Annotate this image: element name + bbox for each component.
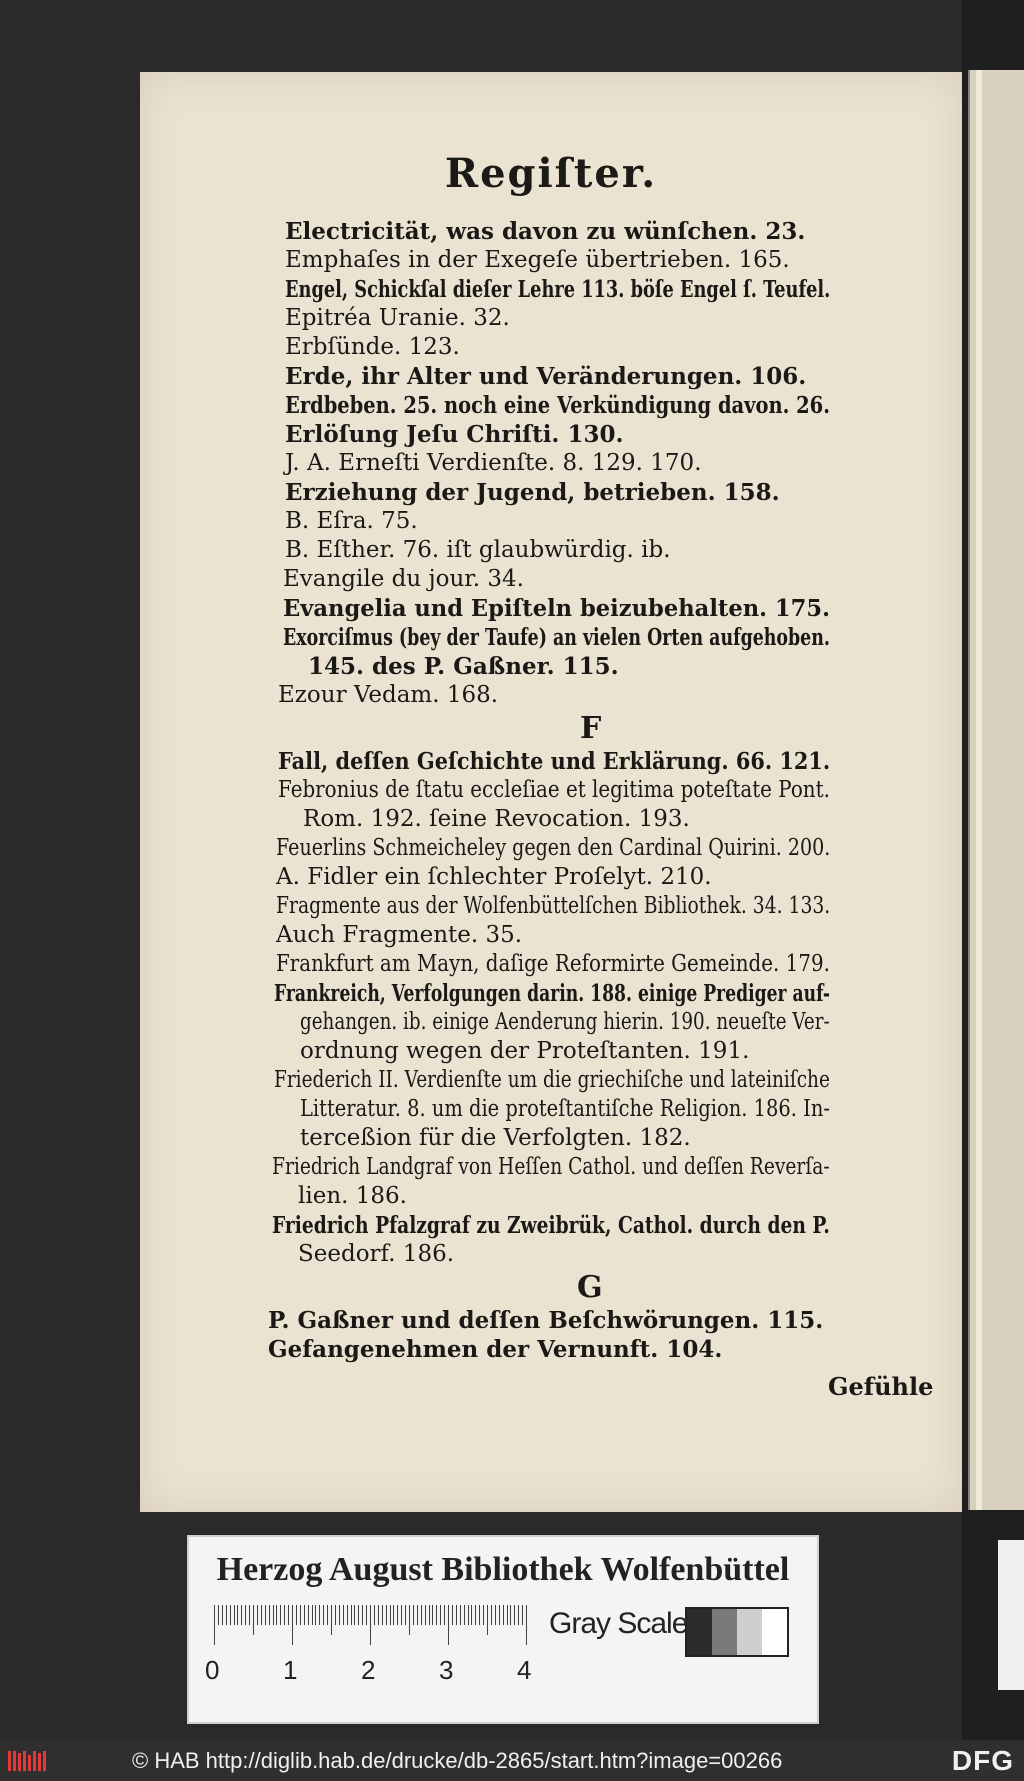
- ruler-tick: [378, 1605, 379, 1625]
- gray-scale-swatches: [685, 1607, 789, 1657]
- ruler-tick: [276, 1605, 277, 1625]
- ruler-tick: [522, 1605, 523, 1625]
- ruler-tick: [374, 1605, 375, 1625]
- ruler-tick: [339, 1605, 340, 1625]
- ruler-tick: [460, 1605, 461, 1625]
- entry-line: Electricität, was davon zu wünſchen. 23.: [285, 218, 806, 245]
- entry-line: Exorciſmus (bey der Taufe) an vielen Orten aufgehoben.: [283, 624, 830, 651]
- entry-line: Friederich II. Verdienſte um die griechiſche und lateiniſche: [274, 1067, 830, 1093]
- ruler-tick: [308, 1605, 309, 1625]
- entry-line: Fragmente aus der Wolfenbüttelſchen Bibliothek. 34. 133.: [276, 893, 831, 919]
- entry-line: Feuerlins Schmeicheley gegen den Cardinal Quirini. 200.: [276, 835, 831, 861]
- ruler-tick: [401, 1605, 402, 1625]
- ruler-tick: [510, 1605, 511, 1625]
- ruler-tick: [471, 1605, 472, 1625]
- entry-line: Frankreich, Verfolgungen darin. 188. einige Prediger auf-: [274, 980, 831, 1007]
- ruler-tick: [495, 1605, 496, 1625]
- ruler-number: 2: [361, 1655, 376, 1685]
- ruler-tick: [292, 1605, 293, 1645]
- entry-line: P. Gaßner und deſſen Beſchwörungen. 115.: [268, 1307, 824, 1334]
- entry-line: Seedorf. 186.: [298, 1241, 455, 1267]
- library-name: Herzog August Bibliothek Wolfenbüttel: [216, 1551, 790, 1588]
- ruler-tick: [362, 1605, 363, 1625]
- ruler-tick: [265, 1605, 266, 1625]
- ruler-tick: [393, 1605, 394, 1625]
- entry-line: Erdbeben. 25. noch eine Verkündigung davon. 26.: [285, 392, 830, 419]
- ruler-tick: [284, 1605, 285, 1625]
- ruler-tick: [440, 1605, 441, 1625]
- ruler-tick: [429, 1605, 430, 1625]
- ruler-tick: [230, 1605, 231, 1625]
- ruler-tick: [409, 1605, 410, 1635]
- ruler-tick: [518, 1605, 519, 1625]
- ruler-tick: [366, 1605, 367, 1625]
- entry-line: ordnung wegen der Proteſtanten. 191.: [300, 1038, 750, 1064]
- ruler-tick: [468, 1605, 469, 1625]
- gray-swatch: [762, 1609, 787, 1655]
- ruler-tick: [343, 1605, 344, 1625]
- gray-swatch: [712, 1609, 737, 1655]
- ruler-tick: [237, 1605, 238, 1625]
- ruler-tick: [499, 1605, 500, 1625]
- section-letter-f: F: [580, 711, 602, 746]
- ruler-tick: [304, 1605, 305, 1625]
- ruler-tick: [288, 1605, 289, 1625]
- ruler-tick: [370, 1605, 371, 1645]
- entry-line: terceßion für die Verfolgten. 182.: [300, 1125, 691, 1151]
- entry-line: Frankfurt am Mayn, daſige Reformirte Gemeinde. 179.: [276, 951, 830, 977]
- entry-line: Emphaſes in der Exegeſe übertrieben. 165.: [285, 247, 790, 273]
- dfg-logo: DFG: [951, 1745, 1014, 1776]
- ruler-tick: [397, 1605, 398, 1625]
- entry-line: Gefangenehmen der Vernunft. 104.: [268, 1336, 723, 1363]
- entry-line: Litteratur. 8. um die proteſtantiſche Religion. 186. In-: [300, 1096, 830, 1122]
- ruler-tick: [464, 1605, 465, 1625]
- gray-scale-label: Gray Scale: [549, 1607, 688, 1640]
- hab-logo-icon: [8, 1749, 46, 1773]
- entry-line: Evangile du jour. 34.: [283, 566, 524, 592]
- book-page: [140, 72, 962, 1512]
- entry-line: A. Fidler ein ſchlechter Proſelyt. 210.: [276, 864, 712, 890]
- ruler-tick: [448, 1605, 449, 1645]
- entry-line: Erziehung der Jugend, betrieben. 158.: [285, 479, 780, 506]
- ruler-tick: [323, 1605, 324, 1625]
- source-url[interactable]: © HAB http://diglib.hab.de/drucke/db-2865/start.htm?image=00266: [132, 1748, 783, 1773]
- page-title: Regiſter.: [444, 150, 658, 197]
- gray-swatch: [737, 1609, 762, 1655]
- ruler-tick: [222, 1605, 223, 1625]
- ruler-tick: [390, 1605, 391, 1625]
- ruler-tick: [382, 1605, 383, 1625]
- color-card: [187, 1535, 819, 1724]
- entry-line: Erde, ihr Alter und Veränderungen. 106.: [285, 363, 807, 390]
- ruler-tick: [245, 1605, 246, 1625]
- ruler-tick: [479, 1605, 480, 1625]
- ruler-tick: [319, 1605, 320, 1625]
- ruler-tick: [507, 1605, 508, 1625]
- section-letter-g: G: [577, 1270, 603, 1305]
- ruler-number: 1: [283, 1655, 298, 1685]
- entry-line: Friedrich Pfalzgraf zu Zweibrük, Cathol. durch den P.: [272, 1212, 830, 1239]
- ruler-tick: [257, 1605, 258, 1625]
- ruler-number: 4: [517, 1655, 532, 1685]
- ruler-tick: [491, 1605, 492, 1625]
- ruler-tick: [483, 1605, 484, 1625]
- ruler-tick: [300, 1605, 301, 1625]
- ruler-tick: [405, 1605, 406, 1625]
- entry-line: Ezour Vedam. 168.: [278, 682, 499, 708]
- ruler-tick: [413, 1605, 414, 1625]
- ruler-tick: [218, 1605, 219, 1625]
- entry-line: Erlöſung Jeſu Chriſti. 130.: [285, 421, 624, 448]
- ruler-tick: [261, 1605, 262, 1625]
- ruler-tick: [249, 1605, 250, 1625]
- ruler-tick: [241, 1605, 242, 1625]
- ruler-tick: [234, 1605, 235, 1625]
- ruler-number: 0: [205, 1655, 220, 1685]
- ruler-tick: [358, 1605, 359, 1625]
- ruler-tick: [452, 1605, 453, 1625]
- entry-line: Rom. 192. ſeine Revocation. 193.: [303, 806, 690, 832]
- ruler-tick: [503, 1605, 504, 1625]
- ruler-tick: [327, 1605, 328, 1625]
- ruler-tick: [214, 1605, 215, 1645]
- ruler-tick: [273, 1605, 274, 1625]
- entry-line: 145. des P. Gaßner. 115.: [308, 653, 619, 680]
- ruler-tick: [331, 1605, 332, 1635]
- ruler-tick: [226, 1605, 227, 1625]
- entry-line: Evangelia und Epiſteln beizubehalten. 175.: [283, 595, 830, 622]
- ruler-tick: [421, 1605, 422, 1625]
- ruler-tick: [335, 1605, 336, 1625]
- ruler-tick: [312, 1605, 313, 1625]
- entry-line: gehangen. ib. einige Aenderung hierin. 190. neueſte Ver-: [300, 1009, 830, 1035]
- ruler-tick: [444, 1605, 445, 1625]
- ruler-tick: [347, 1605, 348, 1625]
- ruler-tick: [432, 1605, 433, 1625]
- entry-line: Febronius de ſtatu eccleſiae et legitima poteſtate Pont.: [278, 777, 830, 803]
- ruler-tick: [417, 1605, 418, 1625]
- ruler-tick: [351, 1605, 352, 1625]
- catchword: Gefühle: [828, 1372, 934, 1401]
- entry-line: B. Eſther. 76. iſt glaubwürdig. ib.: [285, 537, 671, 563]
- gray-swatch: [687, 1609, 712, 1655]
- entry-line: lien. 186.: [298, 1183, 407, 1209]
- ruler-tick: [269, 1605, 270, 1625]
- ruler-tick: [315, 1605, 316, 1625]
- entry-line: Erbſünde. 123.: [285, 334, 460, 360]
- entry-line: Engel, Schickſal dieſer Lehre 113. böſe Engel ſ. Teufel.: [285, 276, 831, 303]
- ruler: [214, 1605, 554, 1645]
- ruler-tick: [514, 1605, 515, 1625]
- entry-line: Epitréa Uranie. 32.: [285, 305, 510, 331]
- ruler-tick: [253, 1605, 254, 1635]
- ruler-tick: [425, 1605, 426, 1625]
- entry-line: B. Eſra. 75.: [285, 508, 418, 534]
- entry-line: J. A. Erneſti Verdienſte. 8. 129. 170.: [285, 450, 702, 476]
- ruler-tick: [487, 1605, 488, 1635]
- ruler-tick: [296, 1605, 297, 1625]
- ruler-number: 3: [439, 1655, 454, 1685]
- adjacent-card-edge: [998, 1540, 1024, 1690]
- ruler-tick: [354, 1605, 355, 1625]
- entry-line: Friedrich Landgraf von Heſſen Cathol. und deſſen Reverſa-: [272, 1154, 830, 1180]
- ruler-tick: [456, 1605, 457, 1625]
- ruler-tick: [386, 1605, 387, 1625]
- footer-bar: [0, 1740, 1024, 1781]
- ruler-tick: [475, 1605, 476, 1625]
- ruler-tick: [526, 1605, 527, 1645]
- ruler-tick: [280, 1605, 281, 1625]
- entry-line: Fall, deſſen Geſchichte und Erklärung. 66. 121.: [278, 748, 831, 775]
- ruler-tick: [436, 1605, 437, 1625]
- entry-line: Auch Fragmente. 35.: [276, 922, 523, 948]
